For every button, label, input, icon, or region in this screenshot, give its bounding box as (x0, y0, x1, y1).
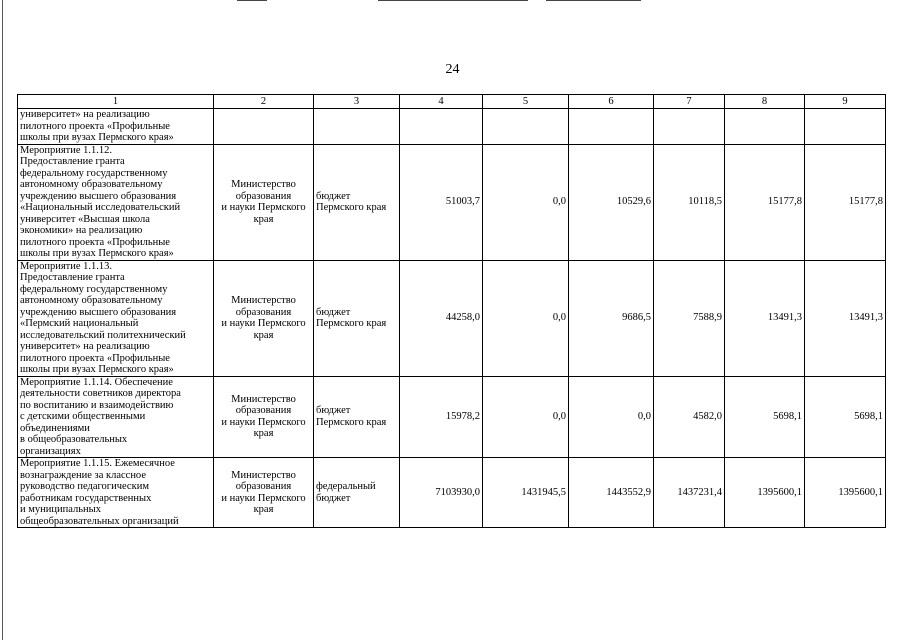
responsible-executor-cell-line: и науки Пермского (221, 492, 306, 504)
budget-table (17, 94, 886, 528)
funding-source-cell-line: бюджет (316, 306, 351, 318)
activity-description-cell-line: учреждению высшего образования (20, 190, 177, 202)
activity-description-cell-line: Мероприятие 1.1.12. (20, 144, 113, 156)
activity-description-cell-line: исследовательский политехнический (20, 329, 186, 341)
scan-edge-top (0, 0, 905, 2)
column-header: 1 (18, 95, 214, 109)
activity-description-cell-line: «Национальный исследовательский (20, 202, 181, 213)
activity-description-cell (18, 376, 214, 458)
amount-cell: 15177,8 (805, 144, 886, 260)
column-header: 3 (314, 95, 400, 109)
amount-cell: 1395600,1 (805, 458, 886, 528)
column-header: 2 (214, 95, 314, 109)
amount-cell: 1443552,9 (569, 458, 654, 528)
activity-description-cell-line: по воспитанию и взаимодействию (20, 399, 174, 411)
table-row (18, 376, 886, 458)
table-row (18, 260, 886, 376)
responsible-executor-cell-line: Министерство (231, 295, 296, 306)
funding-source-cell (314, 144, 400, 260)
activity-description-cell-line: учреждению высшего образования (20, 306, 177, 318)
amount-cell: 0,0 (483, 144, 569, 260)
amount-cell: 15177,8 (725, 144, 805, 260)
amount-cell: 7103930,0 (400, 458, 483, 528)
activity-description-cell-line: экономики» на реализацию (20, 225, 143, 236)
activity-description-cell-line: работникам государственных (20, 492, 152, 504)
responsible-executor-cell (214, 458, 314, 528)
responsible-executor-cell-line: и науки Пермского (221, 318, 306, 329)
column-header: 8 (725, 95, 805, 109)
responsible-executor-cell (214, 109, 314, 145)
funding-source-cell (314, 376, 400, 458)
amount-cell (725, 109, 805, 145)
amount-cell: 4582,0 (654, 376, 725, 458)
amount-cell (483, 109, 569, 145)
activity-description-cell-line: школы при вузах Пермского края» (20, 248, 174, 259)
activity-description-cell-line: пилотного проекта «Профильные (20, 120, 170, 132)
activity-description-cell-line: «Пермский национальный (20, 318, 139, 329)
amount-cell: 7588,9 (654, 260, 725, 376)
funding-source-cell-line: бюджет (316, 492, 351, 504)
responsible-executor-cell-line: края (253, 329, 274, 341)
amount-cell: 5698,1 (805, 376, 886, 458)
responsible-executor-cell-line: и науки Пермского (221, 202, 306, 213)
funding-source-cell-line: Пермского края (316, 202, 387, 213)
activity-description-cell-line: и муниципальных (20, 504, 101, 515)
activity-description-cell-line: школы при вузах Пермского края» (20, 132, 174, 143)
activity-description-cell-line: университет «Высшая школа (20, 213, 150, 225)
activity-description-cell-line: Предоставление гранта (20, 272, 125, 283)
amount-cell: 13491,3 (805, 260, 886, 376)
responsible-executor-cell (214, 376, 314, 458)
activity-description-cell-line: автономному образовательному (20, 295, 163, 306)
activity-description-cell (18, 144, 214, 260)
responsible-executor-cell-line: образования (235, 405, 292, 417)
responsible-executor-cell-line: края (253, 213, 274, 225)
funding-source-cell (314, 260, 400, 376)
amount-cell (400, 109, 483, 145)
amount-cell (654, 109, 725, 145)
amount-cell: 44258,0 (400, 260, 483, 376)
column-header: 4 (400, 95, 483, 109)
funding-source-cell-line: Пермского края (316, 416, 387, 428)
activity-description-cell (18, 109, 214, 145)
activity-description-cell-line: объединениями (20, 422, 90, 434)
amount-cell (805, 109, 886, 145)
amount-cell: 1431945,5 (483, 458, 569, 528)
amount-cell: 9686,5 (569, 260, 654, 376)
responsible-executor-cell-line: Министерство (231, 469, 296, 481)
activity-description-cell-line: Мероприятие 1.1.15. Ежемесячное (20, 458, 175, 469)
table-row (18, 458, 886, 528)
column-header: 7 (654, 95, 725, 109)
column-header: 5 (483, 95, 569, 109)
amount-cell: 51003,7 (400, 144, 483, 260)
activity-description-cell-line: Мероприятие 1.1.13. (20, 260, 113, 272)
funding-source-cell-line: федеральный (316, 481, 376, 492)
activity-description-cell-line: руководство педагогическим (20, 481, 149, 492)
table-row (18, 109, 886, 145)
column-header: 6 (569, 95, 654, 109)
table-header-row (18, 95, 886, 109)
activity-description-cell-line: вознаграждение за классное (20, 469, 146, 481)
responsible-executor-cell (214, 260, 314, 376)
funding-source-cell-line: Пермского края (316, 318, 387, 329)
amount-cell: 0,0 (483, 260, 569, 376)
table-row (18, 144, 886, 260)
responsible-executor-cell-line: и науки Пермского (221, 416, 306, 428)
scan-edge-left (2, 0, 3, 640)
activity-description-cell-line: с детскими общественными (20, 411, 146, 422)
funding-source-cell-line: бюджет (316, 405, 351, 417)
responsible-executor-cell (214, 144, 314, 260)
activity-description-cell-line: пилотного проекта «Профильные (20, 236, 170, 248)
activity-description-cell-line: университет» на реализацию (20, 341, 150, 352)
activity-description-cell-line: Мероприятие 1.1.14. Обеспечение (20, 376, 173, 388)
responsible-executor-cell-line: края (253, 428, 274, 440)
activity-description-cell-line: пилотного проекта «Профильные (20, 352, 170, 364)
funding-source-cell-line: бюджет (316, 190, 351, 202)
page-number: 24 (445, 62, 460, 77)
funding-source-cell (314, 458, 400, 528)
column-header: 9 (805, 95, 886, 109)
amount-cell: 1437231,4 (654, 458, 725, 528)
responsible-executor-cell-line: образования (235, 481, 292, 492)
activity-description-cell-line: федеральному государственному (20, 283, 168, 295)
amount-cell: 13491,3 (725, 260, 805, 376)
activity-description-cell-line: деятельности советников директора (20, 388, 181, 399)
amount-cell: 0,0 (569, 376, 654, 458)
responsible-executor-cell-line: образования (235, 306, 292, 318)
activity-description-cell-line: Предоставление гранта (20, 156, 125, 167)
responsible-executor-cell-line: края (253, 504, 274, 515)
funding-source-cell (314, 109, 400, 145)
amount-cell: 15978,2 (400, 376, 483, 458)
amount-cell: 5698,1 (725, 376, 805, 458)
activity-description-cell (18, 458, 214, 528)
activity-description-cell (18, 260, 214, 376)
activity-description-cell-line: университет» на реализацию (20, 109, 150, 120)
responsible-executor-cell-line: Министерство (231, 393, 296, 405)
responsible-executor-cell-line: Министерство (231, 179, 296, 190)
activity-description-cell-line: в общеобразовательных (20, 434, 128, 445)
activity-description-cell-line: организациях (20, 445, 81, 457)
amount-cell: 1395600,1 (725, 458, 805, 528)
activity-description-cell-line: общеобразовательных организаций (20, 515, 179, 527)
amount-cell: 0,0 (483, 376, 569, 458)
amount-cell (569, 109, 654, 145)
amount-cell: 10118,5 (654, 144, 725, 260)
amount-cell: 10529,6 (569, 144, 654, 260)
activity-description-cell-line: школы при вузах Пермского края» (20, 364, 174, 375)
activity-description-cell-line: автономному образовательному (20, 179, 163, 190)
responsible-executor-cell-line: образования (235, 190, 292, 202)
activity-description-cell-line: федеральному государственному (20, 167, 168, 179)
